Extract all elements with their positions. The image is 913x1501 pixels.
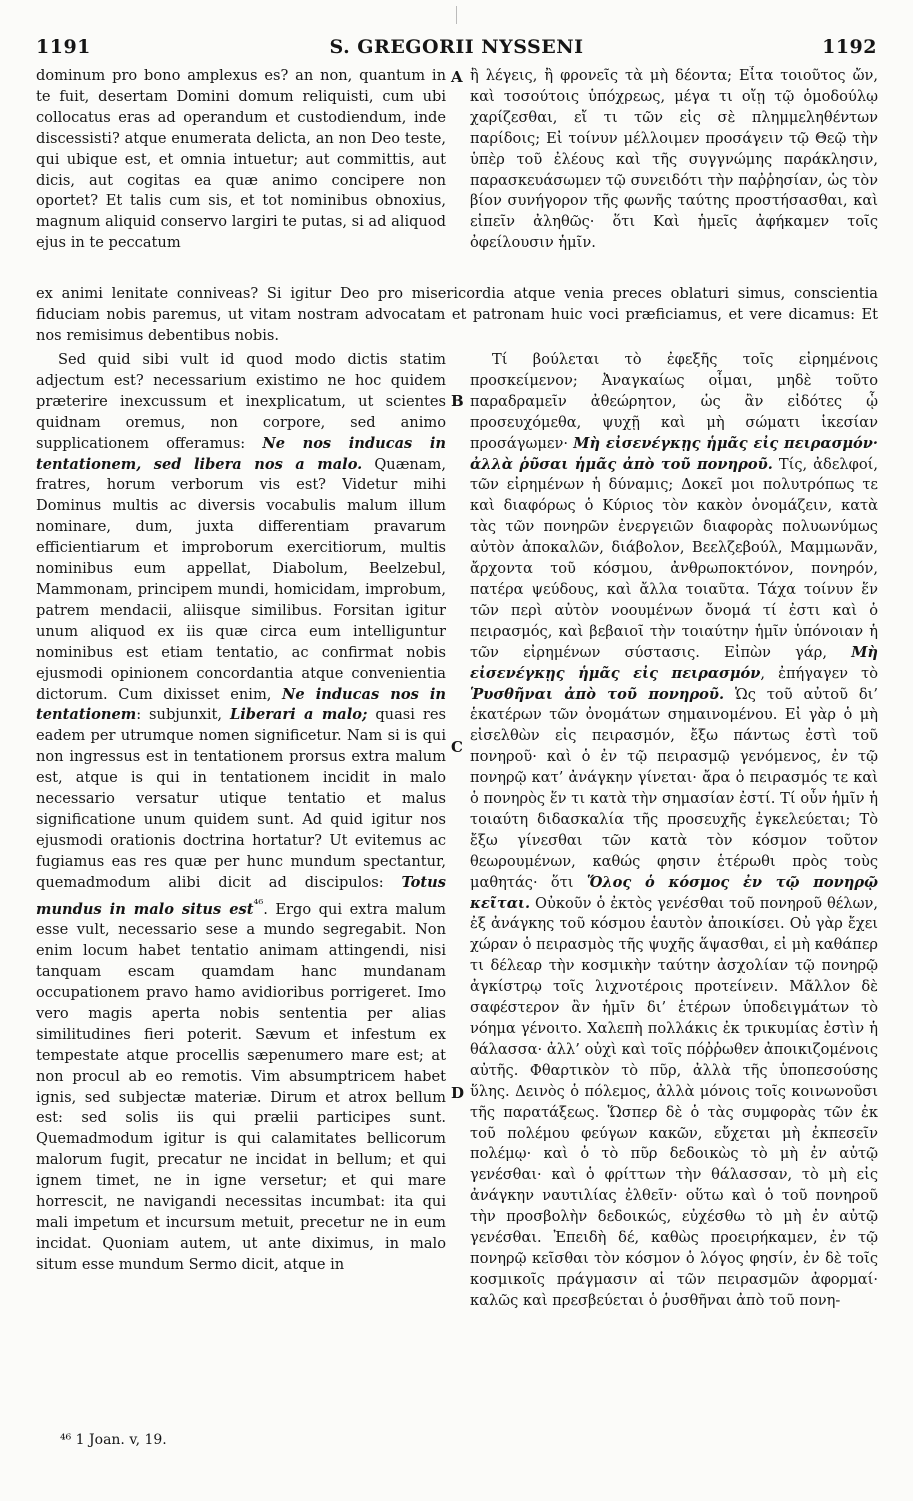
page-number-left: 1191	[36, 36, 91, 58]
greek-text: Τί βούλεται τὸ ἐφεξῆς τοῖς εἰρημένοις προσκείμενον; Ἀναγκαίως οἶμαι, μηδὲ τοῦτο παραδραμεῖν ἀθεώρητον, ὡς ἂν εἰδότες ᾧ προσευχόμεθα, ψυχῇ καὶ μὴ σώματι ἱκεσίαν προσάγωμεν·	[470, 351, 878, 452]
margin-letter-a: A	[451, 68, 463, 86]
greek-text: Τίς, ἀδελφοί, τῶν εἰρημένων ἡ δύναμις; Δοκεῖ μοι πολυτρόπως τε καὶ διαφόρως ὁ Κύριος τὸν κακὸν ὀνομάζειν, κατὰ τὰς τῶν πονηρῶν ἐνεργειῶν διαφορὰς πολυωνύμως αὐτὸν ἀποκαλῶν, διάβολον, Βεελζεβούλ, Μαμμωνᾶν, ἄρχοντα τοῦ κόσμου, ἀνθρωποκτόνον, πονηρόν, πατέρα ψεύδους, καὶ ἄλλα τοιαῦτα. Τάχα τοίνυν ἕν τῶν περὶ αὐτὸν νοουμένων ὄνομά τί ἐστι καὶ ὁ πειρασμός, καὶ βεβαιοῖ τὴν τοιαύτην ἡμῖν ὑπόνοιαν ἡ τῶν εἰρημένων σύστασις. Εἰπὼν γάρ,	[470, 455, 878, 661]
margin-letter-c: C	[451, 738, 463, 756]
footnote-marker: ⁴⁶	[253, 896, 264, 911]
latin-top-paragraph: dominum pro bono amplexus es? an non, quantum in te fuit, desertam Domini domum reliquisti, cum ubi collocatus eras ad operandum et custodiendum, inde discessisti? atque enumerata delicta, an non Deo teste, qui ubique est, et omnia intuetur; aut committis, aut dicis, aut cogitas ea quæ animo concipere non oportet? Et talis cum sis, et tot nominibus obnoxius, magnum aliquid conservo largiri te putas, si ad aliquod ejus in te peccatum	[36, 67, 446, 252]
latin-text: : subjunxit,	[136, 706, 230, 724]
latin-column-main	[36, 350, 446, 1422]
greek-scripture-quote: Μὴ εἰσενέγκῃς ἡμᾶς εἰς πειρασμόν· ἀλλὰ ῥῦσαι ἡμᾶς ἀπὸ τοῦ πονηροῦ.	[470, 434, 878, 473]
latin-scripture-quote: Ne nos inducas in tentationem, sed libera nos a malo.	[36, 434, 446, 473]
greek-column-top	[470, 66, 878, 288]
latin-wide-paragraph: ex animi lenitate conniveas? Si igitur Deo pro misericordia atque venia preces oblaturi simus, conscientia fiduciam nobis paremus, ut vitam nostram advocatam et patronam huic voci præficiamus, et vere dicamus: Et nos remisimus debentibus nobis.	[36, 285, 878, 344]
greek-top-paragraph: ἢ λέγεις, ἢ φρονεῖς τὰ μὴ δέοντα; Εἶτα τοιοῦτος ὤν, καὶ τοσούτοις ὑπόχρεως, μέγα τι οἴῃ τῷ ὁμοδούλῳ χαρίζεσθαι, εἴ τι τῶν εἰς σὲ πλημμεληθέντων παρίδοις; Εἰ τοίνυν μέλλοιμεν προσάγειν τῷ Θεῷ τὴν ὑπὲρ τοῦ ἐλέους καὶ τῆς συγγνώμης παράκλησιν, παρασκευάσωμεν τῷ συνειδότι τὴν παῤῥησίαν, ὡς τὸν βίον συνήγορον τῆς φωνῆς ταύτης προστήσασθαι, καὶ εἰπεῖν ἀληθῶς· ὅτι Καὶ ἡμεῖς ἀφήκαμεν τοῖς ὀφείλουσιν ἡμῖν.	[470, 67, 878, 252]
latin-scripture-quote: Totus mundus in malo situs est	[36, 873, 446, 918]
latin-scripture-quote: Liberari a malo;	[229, 706, 368, 724]
latin-text: . Ergo qui extra malum esse vult, necessario sese a mundo segregabit. Non enim locum habet tentatio animam attingendi, nisi tanquam escam quamdam hanc mundanam occupationem pravo hamo avidioribus porrigeret. Imo vero magis aperta nobis sententia per alias similitudines fieri poterit. Sævum et infestum ex tempestate atque procellis sæpenumero mare est; at non procul ab eo remotis. Vim absumptricem habet ignis, sed subjectæ materiæ. Dirum et atrox bellum est: sed solis iis qui prælii participes sunt. Quemadmodum igitur is qui calamitates bellicorum malorum fugit, precatur ne incidat in bellum; et qui ignem timet, ne in igne versetur; et qui mare horrescit, ne navigandi necessitas incumbat: ita qui mali impetum et incursum metuit, precetur ne in eum incidat. Quoniam autem, ut ante diximus, in malo situm esse mundum Sermo dicit, atque in	[36, 900, 446, 1273]
latin-text: Sed quid sibi vult id quod modo dictis statim adjectum est? necessarium existimo ne hoc quidem præterire inexcussum et inexplicatum, ut scientes quidnam oremus, non corpore, sed animo supplicationem offeramus:	[36, 351, 446, 452]
latin-column-top	[36, 66, 446, 288]
greek-text: Ὡς τοῦ αὐτοῦ δι’ ἑκατέρων τῶν ὀνομάτων σημαινομένου. Εἰ γὰρ ὁ μὴ εἰσελθὼν εἰς πειρασμόν, ἔξω πάντως ἐστὶ τοῦ πονηροῦ· καὶ ὁ ἐν τῷ πειρασμῷ γενόμενος, ἐν τῷ πονηρῷ κατ’ ἀνάγκην γίνεται· ἄρα ὁ πειρασμός τε καὶ ὁ πονηρὸς ἕν τι κατὰ τὴν σημασίαν ἐστί. Τί οὖν ἡμῖν ἡ τοιαύτη διδασκαλία τῆς προσευχῆς ἐγκελεύεται; Τὸ ἔξω γίνεσθαι τῶν κατὰ τὸν κόσμον τοῦτον θεωρουμένων, καθώς φησιν ἑτέρωθι πρὸς τοὺς μαθητάς· ὅτι	[470, 685, 878, 891]
margin-letter-d: D	[451, 1084, 465, 1102]
margin-letter-b: B	[451, 392, 464, 410]
latin-text: Quænam, fratres, horum verborum vis est? Videtur mihi Dominus multis ac diversis vocabulis malum illum nominare, dum, juxta differentiam pravarum efficientiarum et improborum exercitiorum, multis nominibus eum appellat, Diabolum, Beelzebul, Mammonam, principem mundi, homicidam, improbum, patrem mendacii, aliisque similibus. Forsitan igitur unum aliquod ex iis quæ circa eum intelliguntur nominibus est etiam tentatio, ac confirmat nobis ejusmodi opinionem concordantia atque convenientia dictorum. Cum dixisset enim,	[36, 455, 446, 703]
footnote: ⁴⁶ 1 Joan. v, 19.	[60, 1432, 167, 1448]
latin-main-paragraph	[36, 350, 446, 1276]
greek-text: Οὐκοῦν ὁ ἐκτὸς γενέσθαι τοῦ πονηροῦ θέλων, ἐξ ἀνάγκης τοῦ κόσμου ἑαυτὸν ἀποικίσει. Οὐ γὰρ ἔχει χώραν ὁ πειρασμὸς τῆς ψυχῆς ἅψασθαι, εἰ μὴ καθάπερ τι δέλεαρ τὴν κοσμικὴν ταύτην ἀσχολίαν τῷ πονηρῷ ἀγκίστρῳ τοῖς λιχνοτέροις προτείνειν. Μᾶλλον δὲ σαφέστερον ἂν ἡμῖν δι’ ἑτέρων ὑποδειγμάτων τὸ νόημα γένοιτο. Χαλεπὴ πολλάκις ἐκ τρικυμίας ἐστὶν ἡ θάλασσα· ἀλλ’ οὐχὶ καὶ τοῖς πόῤῥωθεν ἀποικιζομένοις αὐτῆς. Φθαρτικὸν τὸ πῦρ, ἀλλὰ τῆς ὑποπεσούσης ὕλης. Δεινὸς ὁ πόλεμος, ἀλλὰ μόνοις τοῖς κοινωνοῦσι τῆς παρατάξεως. Ὥσπερ δὲ ὁ τὰς συμφορὰς τῶν ἐκ τοῦ πολέμου φεύγων κακῶν, εὔχεται μὴ ἐκπεσεῖν πολέμῳ· καὶ ὁ τὸ πῦρ δεδοικὼς τὸ μὴ ἐν αὐτῷ γενέσθαι· καὶ ὁ φρίττων τὴν θάλασσαν, τὸ μὴ εἰς ἀνάγκην ναυτιλίας ἐλθεῖν· οὕτω καὶ ὁ τοῦ πονηροῦ τὴν προσβολὴν δεδοικώς, εὐχέσθω τὸ μὴ ἐν αὐτῷ γενέσθαι. Ἐπειδὴ δέ, καθὼς προειρήκαμεν, ἐν τῷ πονηρῷ κεῖσθαι τὸν κόσμον ὁ λόγος φησίν, ἐν δὲ τοῖς κοσμικοῖς πράγμασιν αἱ τῶν πειρασμῶν ἀφορμαί· καλῶς καὶ πρεσβεύεται ὁ ῥυσθῆναι ἀπὸ τοῦ πονη-	[470, 894, 878, 1309]
latin-scripture-quote: Ne inducas nos in tentationem	[36, 685, 446, 724]
greek-column-main	[470, 350, 878, 1422]
greek-text: , ἐπήγαγεν τὸ	[760, 664, 878, 682]
latin-full-width-passage	[36, 284, 878, 350]
page-number-right: 1192	[822, 36, 877, 58]
greek-scripture-quote: Ὅλος ὁ κόσμος ἐν τῷ πονηρῷ κεῖται.	[470, 873, 878, 912]
crease-mark	[456, 6, 457, 24]
greek-scripture-quote: Ῥυσθῆναι ἀπὸ τοῦ πονηροῦ.	[470, 685, 725, 703]
greek-main-paragraph	[470, 350, 878, 1312]
running-title: S. GREGORII NYSSENI	[329, 36, 584, 58]
latin-text: quasi res eadem per utrumque nomen significetur. Nam si is qui non ingressus est in tentationem prorsus extra malum est, atque is qui in tentationem incidit in malo necessario versatur utique tentatio et malus significatione unum quidem sunt. Ad quid igitur nos ejusmodi orationis doctrina hortatur? Ut evitemus ac fugiamus eas res quæ per hunc mundum spectantur, quemadmodum alibi dicit ad discipulos:	[36, 706, 446, 891]
greek-scripture-quote: Μὴ εἰσενέγκῃς ἡμᾶς εἰς πειρασμόν	[470, 643, 878, 682]
